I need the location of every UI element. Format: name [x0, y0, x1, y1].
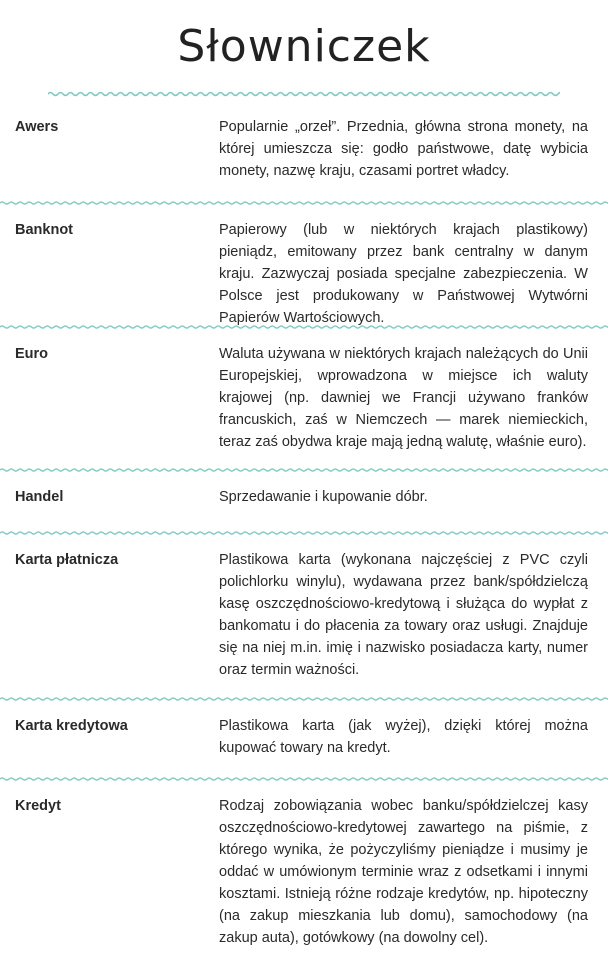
glossary-entry-awers: [0, 104, 608, 193]
wave-divider: [0, 529, 608, 537]
wave-divider: [0, 466, 608, 474]
glossary-definition: Papierowy (lub w niektórych krajach plastikowy) pieniądz, emitowany przez bank centralny w danym kraju. Zazwyczaj posiada specjalne zabezpieczenia. W Polsce jest produkowany w Państwowej Wytwórni Papierów Wartościowych.: [219, 222, 588, 326]
glossary-list: [0, 104, 608, 965]
glossary-term: Karta płatnicza: [15, 552, 119, 568]
glossary-definition: Waluta używana w niektórych krajach należących do Unii Europejskiej, wprowadzona w miejsce ich waluty krajowej (np. dawniej we Francji używano franków francuskich, zaś w Niemczech — marek niemieckich, teraz zaś obydwa kraje mają jedną walutę, właśnie euro).: [219, 346, 588, 450]
title-wave-divider: [48, 88, 560, 100]
glossary-entry-euro: [0, 331, 608, 460]
glossary-term: Banknot: [15, 222, 73, 238]
glossary-entry-karta-platnicza: [0, 537, 608, 689]
glossary-definition: Plastikowa karta (jak wyżej), dzięki której można kupować towary na kredyt.: [219, 718, 588, 756]
glossary-entry-banknot: [0, 207, 608, 326]
glossary-definition: Rodzaj zobowiązania wobec banku/spółdzielczej kasy oszczędnościowo-kredytowej zawartego na piśmie, z którego wynika, że pożyczyliśmy pieniądze i musimy je oddać w umówionym terminie wraz z odsetkami i innymi kosztami. Istnieją różne rodzaje kredytów, np. hipoteczny (na zakup mieszkania lub domu), samochodowy (na zakup auta), gotówkowy (na dowolny cel).: [219, 798, 588, 946]
wave-divider: [0, 775, 608, 783]
glossary-entry-karta-kredytowa: [0, 703, 608, 769]
glossary-definition: Popularnie „orzeł”. Przednia, główna strona monety, na której umieszcza się: godło państwowe, datę wybicia monety, nazwę kraju, czasami portret władcy.: [219, 119, 588, 179]
page-title: Słowniczek: [177, 21, 431, 72]
wave-divider: [0, 199, 608, 207]
glossary-term: Kredyt: [15, 798, 61, 814]
glossary-term: Euro: [15, 346, 49, 362]
glossary-entry-handel: [0, 474, 608, 523]
glossary-definition: Sprzedawanie i kupowanie dóbr.: [219, 489, 428, 505]
glossary-definition: Plastikowa karta (wykonana najczęściej z PVC czyli polichlorku winylu), wydawana przez bank/spółdzielczą kasę oszczędnościowo-kredytową i służąca do wypłat z bankomatu i do płacenia za towary oraz usługi. Znajduje się na niej m.in. imię i nazwisko posiadacza karty, numer oraz termin ważności.: [219, 552, 588, 678]
glossary-term: Handel: [15, 489, 64, 505]
glossary-entry-kredyt: [0, 783, 608, 965]
glossary-term: Awers: [15, 119, 59, 135]
wave-divider: [0, 695, 608, 703]
glossary-term: Karta kredytowa: [15, 718, 128, 734]
